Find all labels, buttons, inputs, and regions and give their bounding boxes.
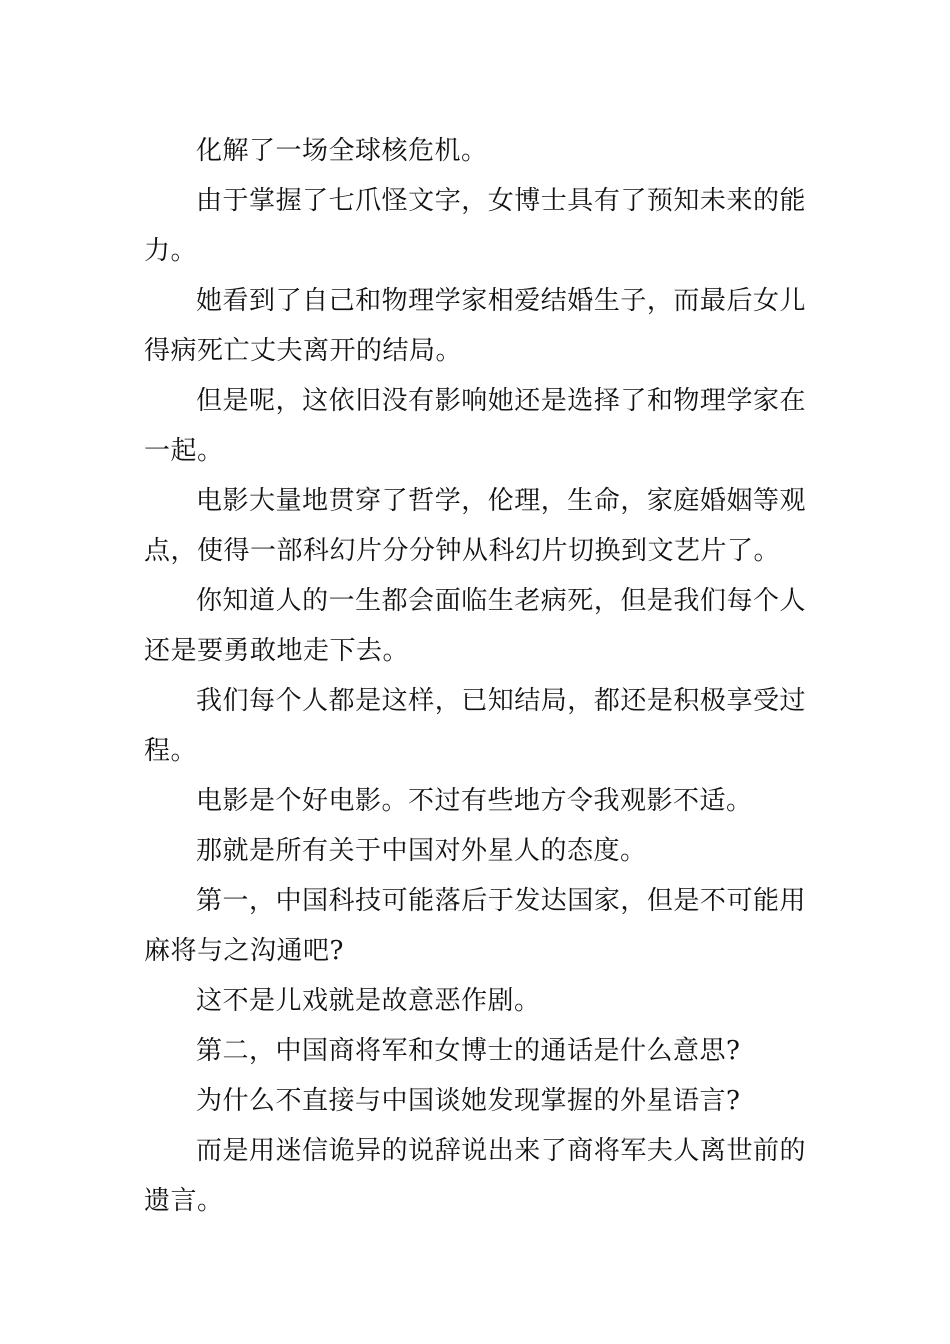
paragraph-9: 那就是所有关于中国对外星人的态度。 [196, 836, 647, 866]
paragraph-4: 但是呢，这依旧没有影响她还是选择了和物理学家在一起。 [144, 386, 806, 466]
paragraph-10: 第一，中国科技可能落后于发达国家，但是不可能用麻将与之沟通吧? [144, 886, 806, 966]
paragraph-14: 而是用迷信诡异的说辞说出来了商将军夫人离世前的遗言。 [144, 1136, 806, 1216]
paragraph-6: 你知道人的一生都会面临生老病死，但是我们每个人还是要勇敢地走下去。 [144, 586, 806, 666]
paragraph-12: 第二，中国商将军和女博士的通话是什么意思? [196, 1036, 741, 1066]
paragraph-3: 她看到了自己和物理学家相爱结婚生子，而最后女儿得病死亡丈夫离开的结局。 [144, 286, 806, 366]
paragraph-1: 化解了一场全球核危机。 [196, 136, 488, 166]
paragraph-5: 电影大量地贯穿了哲学，伦理，生命，家庭婚姻等观点，使得一部科幻片分分钟从科幻片切换到文艺片了。 [144, 486, 806, 566]
paragraph-7: 我们每个人都是这样，已知结局，都还是积极享受过程。 [144, 686, 806, 766]
paragraph-13: 为什么不直接与中国谈她发现掌握的外星语言? [196, 1086, 741, 1116]
paragraph-8: 电影是个好电影。不过有些地方令我观影不适。 [196, 786, 753, 816]
paragraph-11: 这不是儿戏就是故意恶作剧。 [196, 986, 541, 1016]
paragraph-2: 由于掌握了七爪怪文字，女博士具有了预知未来的能力。 [144, 186, 806, 266]
body-text [144, 126, 806, 1226]
